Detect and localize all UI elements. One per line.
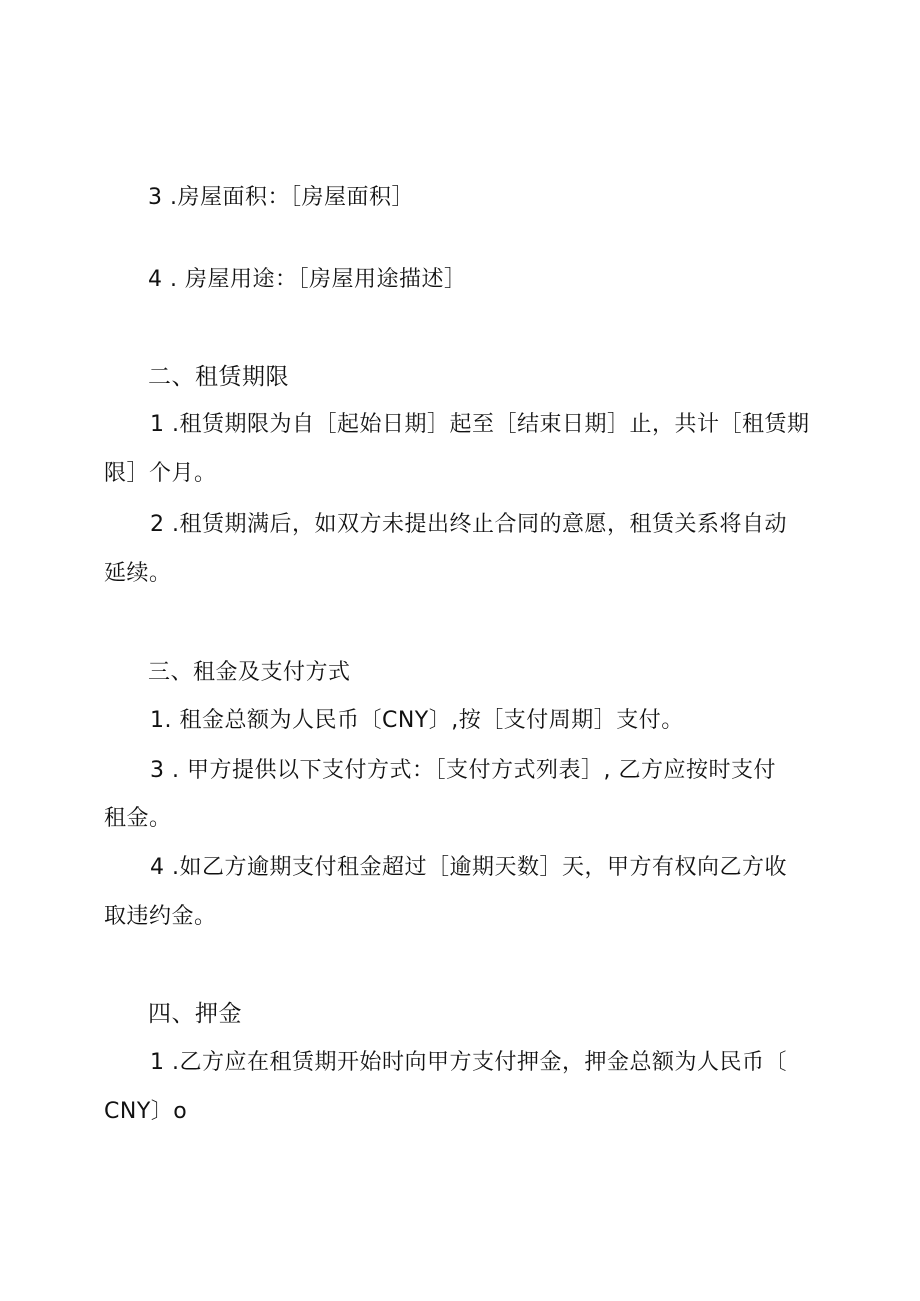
- deposit-clause-1-line-1: 1 .乙方应在租赁期开始时向甲方支付押金，押金总额为人民币〔: [150, 1050, 787, 1075]
- lease-term-clause-1-line-1: 1 .租赁期限为自［起始日期］起至［结束日期］止，共计［租赁期: [150, 412, 810, 437]
- section-heading-deposit: 四、押金: [148, 1001, 242, 1027]
- lease-term-clause-1-line-2: 限］个月。: [104, 461, 217, 486]
- house-use-item: 4 . 房屋用途：［房屋用途描述］: [148, 267, 467, 292]
- lease-term-clause-2-line-2: 延续。: [104, 561, 172, 586]
- rent-payment-clause-1: 1. 租金总额为人民币〔CNY〕,按［支付周期］支付。: [150, 708, 684, 733]
- section-heading-rent-payment: 三、租金及支付方式: [148, 660, 351, 685]
- rent-payment-clause-3-line-2: 租金。: [104, 806, 172, 831]
- rent-payment-clause-3-line-1: 3 . 甲方提供以下支付方式：［支付方式列表］, 乙方应按时支付: [150, 758, 776, 783]
- rent-payment-clause-4-line-1: 4 .如乙方逾期支付租金超过［逾期天数］天，甲方有权向乙方收: [150, 855, 787, 880]
- section-heading-lease-term: 二、租赁期限: [148, 364, 289, 390]
- house-area-item: 3 .房屋面积：［房屋面积］: [148, 185, 414, 210]
- lease-term-clause-2-line-1: 2 .租赁期满后，如双方未提出终止合同的意愿，租赁关系将自动: [150, 512, 787, 537]
- rent-payment-clause-4-line-2: 取违约金。: [104, 904, 217, 929]
- deposit-clause-1-line-2: CNY〕o: [104, 1099, 188, 1124]
